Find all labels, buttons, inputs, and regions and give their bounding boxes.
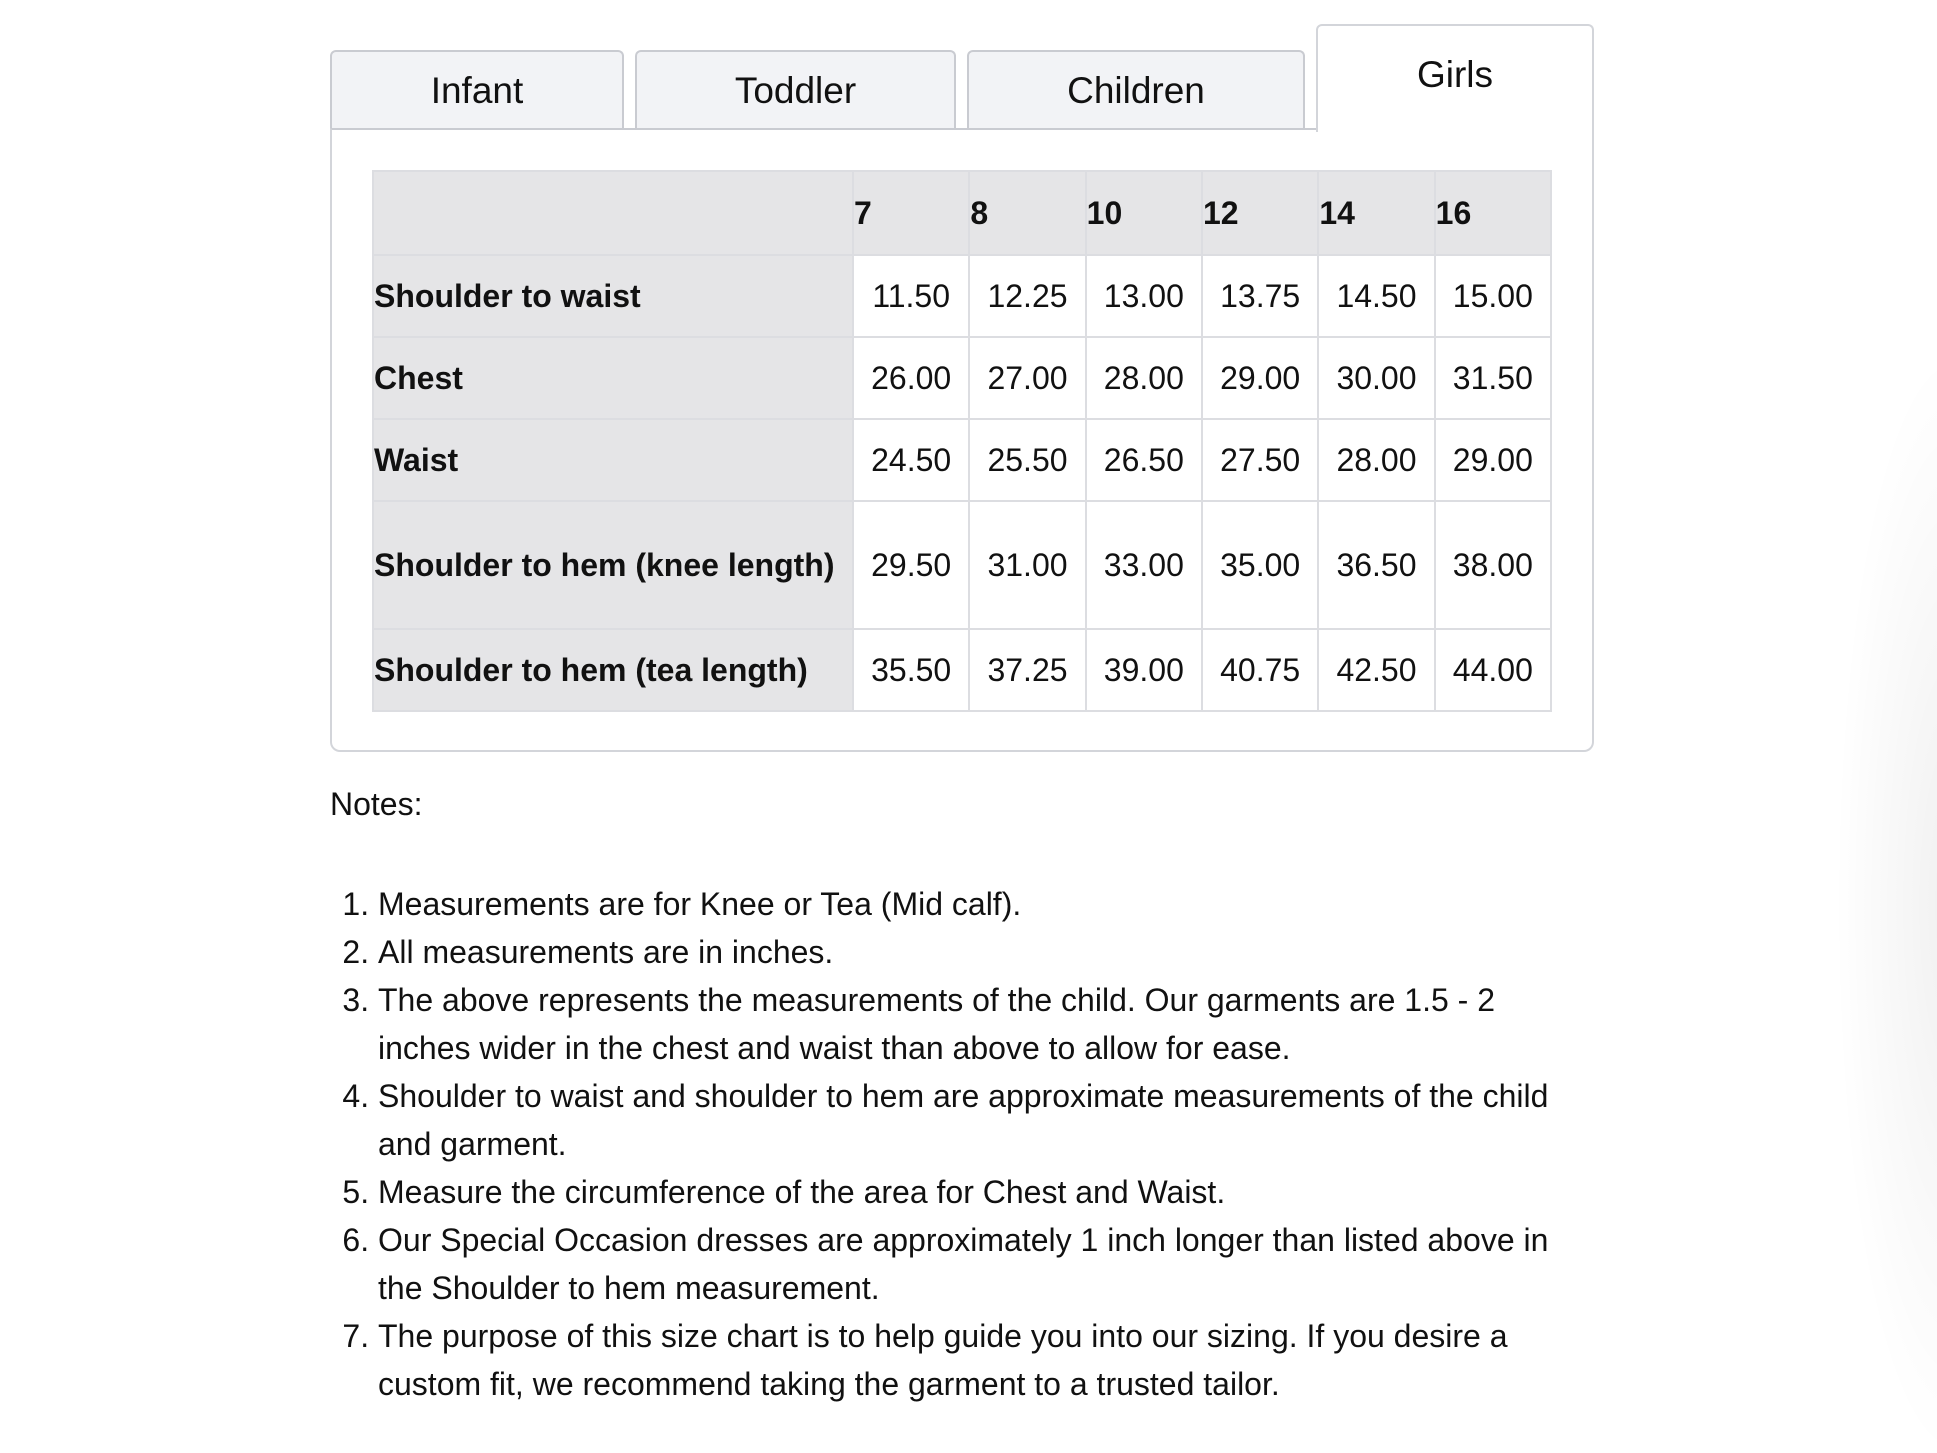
table-cell: 13.75 <box>1202 255 1318 337</box>
table-cell: 29.00 <box>1202 337 1318 419</box>
size-header-cell: 12 <box>1202 171 1318 255</box>
table-cell: 31.50 <box>1435 337 1551 419</box>
size-header-cell: 16 <box>1435 171 1551 255</box>
tab-girls[interactable]: Girls <box>1316 24 1594 132</box>
table-row <box>373 419 1551 501</box>
note-item: 3. The above represents the measurements of the child. Our garments are 1.5 - 2 inches wider in the chest and waist than above to allow for ease. <box>378 976 1578 1072</box>
row-label-shoulder-to-hem-tea: Shoulder to hem (tea length) <box>373 629 853 711</box>
table-cell: 29.00 <box>1435 419 1551 501</box>
size-header-cell: 14 <box>1318 171 1434 255</box>
table-cell: 25.50 <box>969 419 1085 501</box>
row-label-shoulder-to-hem-knee: Shoulder to hem (knee length) <box>373 501 853 629</box>
table-cell: 29.50 <box>853 501 969 629</box>
table-row <box>373 629 1551 711</box>
table-row <box>373 501 1551 629</box>
table-cell: 11.50 <box>853 255 969 337</box>
table-cell: 24.50 <box>853 419 969 501</box>
table-cell: 35.00 <box>1202 501 1318 629</box>
tab-toddler[interactable]: Toddler <box>635 50 956 130</box>
table-cell: 14.50 <box>1318 255 1434 337</box>
table-cell: 28.00 <box>1086 337 1202 419</box>
note-item: 2. All measurements are in inches. <box>378 928 1578 976</box>
row-label-waist: Waist <box>373 419 853 501</box>
table-cell: 28.00 <box>1318 419 1434 501</box>
header-corner-cell <box>373 171 853 255</box>
size-header-cell: 8 <box>969 171 1085 255</box>
table-cell: 15.00 <box>1435 255 1551 337</box>
size-header-row <box>373 171 1551 255</box>
note-item: 5. Measure the circumference of the area for Chest and Waist. <box>378 1168 1578 1216</box>
size-tabs <box>330 24 1594 130</box>
notes-title: Notes: <box>330 786 423 822</box>
table-cell: 12.25 <box>969 255 1085 337</box>
table-cell: 36.50 <box>1318 501 1434 629</box>
note-item: 6. Our Special Occasion dresses are approximately 1 inch longer than listed above in the Shoulder to hem measurement. <box>378 1216 1578 1312</box>
row-label-chest: Chest <box>373 337 853 419</box>
table-cell: 39.00 <box>1086 629 1202 711</box>
note-item: 4. Shoulder to waist and shoulder to hem are approximate measurements of the child and garment. <box>378 1072 1578 1168</box>
table-cell: 40.75 <box>1202 629 1318 711</box>
table-cell: 27.50 <box>1202 419 1318 501</box>
table-cell: 33.00 <box>1086 501 1202 629</box>
table-cell: 13.00 <box>1086 255 1202 337</box>
tab-infant[interactable]: Infant <box>330 50 624 130</box>
size-header-cell: 10 <box>1086 171 1202 255</box>
table-cell: 44.00 <box>1435 629 1551 711</box>
table-cell: 38.00 <box>1435 501 1551 629</box>
table-cell: 26.50 <box>1086 419 1202 501</box>
table-row <box>373 337 1551 419</box>
note-item: 1. Measurements are for Knee or Tea (Mid calf). <box>378 880 1578 928</box>
tab-children[interactable]: Children <box>967 50 1305 130</box>
table-cell: 35.50 <box>853 629 969 711</box>
table-cell: 42.50 <box>1318 629 1434 711</box>
row-label-shoulder-to-waist: Shoulder to waist <box>373 255 853 337</box>
size-chart-table <box>372 170 1552 712</box>
table-cell: 31.00 <box>969 501 1085 629</box>
notes-list <box>330 880 1578 1408</box>
table-cell: 30.00 <box>1318 337 1434 419</box>
table-row <box>373 255 1551 337</box>
table-cell: 27.00 <box>969 337 1085 419</box>
table-cell: 37.25 <box>969 629 1085 711</box>
note-item: 7. The purpose of this size chart is to help guide you into our sizing. If you desire a custom fit, we recommend taking the garment to a trusted tailor. <box>378 1312 1578 1408</box>
size-header-cell: 7 <box>853 171 969 255</box>
table-cell: 26.00 <box>853 337 969 419</box>
